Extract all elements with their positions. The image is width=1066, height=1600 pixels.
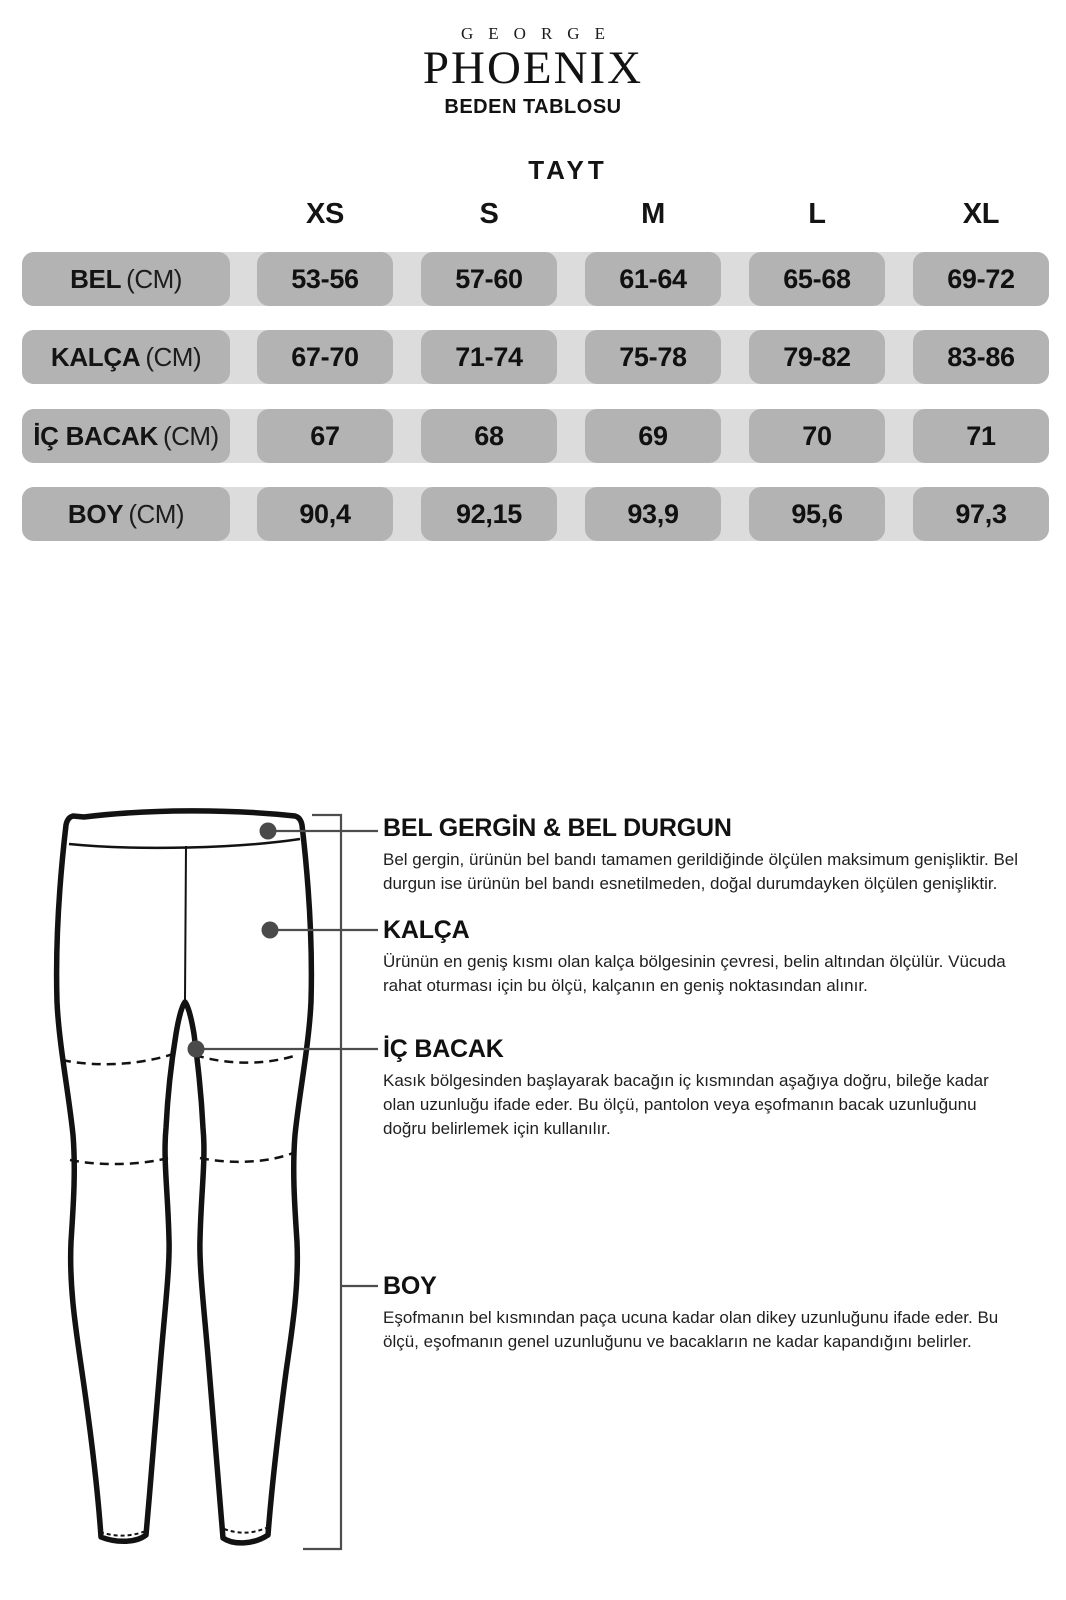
size-table-header	[22, 195, 1049, 233]
row-unit-text: (CM)	[128, 498, 185, 529]
table-row-bel	[22, 252, 1049, 306]
annotation-boy-heading: BOY	[383, 1272, 437, 1300]
size-col-s: S	[479, 197, 499, 230]
table-row-boy	[22, 487, 1049, 541]
row-label-text: BOY	[67, 498, 124, 529]
leggings-diagram	[0, 780, 1066, 1600]
row-unit-text: (CM)	[145, 341, 202, 372]
row-label-text: KALÇA	[50, 341, 141, 372]
icbacak-callout-dot	[188, 1041, 205, 1058]
cell-icbacak-xl: 71	[913, 409, 1049, 463]
bel-callout-dot	[260, 823, 277, 840]
cell-icbacak-xs: 67	[257, 409, 393, 463]
brand-subtitle: BEDEN TABLOSU	[444, 96, 622, 118]
annotation-bel-body: Bel gergin, ürünün bel bandı tamamen gerildiğinde ölçülen maksimum genişliktir. Bel durgun ise ürünün bel bandı esnetilmeden, doğal durumdayken ölçülen genişliktir.	[383, 850, 1019, 893]
table-row-icbacak	[22, 409, 1049, 463]
row-label-text: İÇ BACAK	[33, 420, 158, 451]
size-col-xs: XS	[305, 197, 345, 230]
row-label-icbacak	[22, 409, 230, 463]
cell-kalca-s: 71-74	[421, 330, 557, 384]
cell-kalca-l: 79-82	[749, 330, 885, 384]
annotation-kalca-heading: KALÇA	[383, 916, 470, 944]
cell-bel-xs: 53-56	[257, 252, 393, 306]
brand-name-top: GEORGE	[461, 24, 620, 43]
annotation-bel-heading: BEL GERGİN & BEL DURGUN	[383, 814, 732, 842]
row-label-boy	[22, 487, 230, 541]
cell-bel-m: 61-64	[585, 252, 721, 306]
row-unit-text: (CM)	[162, 420, 219, 451]
annotation-kalca	[383, 915, 1023, 998]
kalca-callout-dot	[262, 922, 279, 939]
row-label-kalca	[22, 330, 230, 384]
cell-kalca-xs: 67-70	[257, 330, 393, 384]
row-unit-text: (CM)	[126, 263, 182, 294]
cell-boy-xl: 97,3	[913, 487, 1049, 541]
row-label-text: BEL	[70, 263, 122, 294]
row-label-bel	[22, 252, 230, 306]
annotation-icbacak-body: Kasık bölgesinden başlayarak bacağın iç kısmından aşağıya doğru, bileğe kadar olan uzunluğu ifade eder. Bu ölçü, pantolon veya eşofmanın bacak uzunluğunu doğru belirlemek için kullanılır.	[383, 1071, 989, 1138]
annotation-kalca-body: Ürünün en geniş kısmı olan kalça bölgesinin çevresi, belin altından ölçülür. Vücuda rahat oturması için bu ölçü, kalçanın en geniş noktasından alınır.	[383, 952, 1006, 995]
annotation-icbacak-heading: İÇ BACAK	[383, 1035, 504, 1063]
cell-bel-l: 65-68	[749, 252, 885, 306]
cell-bel-s: 57-60	[421, 252, 557, 306]
brand-logo	[0, 24, 1066, 119]
cell-kalca-m: 75-78	[585, 330, 721, 384]
size-col-m: M	[641, 197, 665, 230]
leggings-outline	[57, 811, 312, 1543]
annotation-icbacak	[383, 1034, 1023, 1141]
cell-boy-m: 93,9	[585, 487, 721, 541]
cell-kalca-xl: 83-86	[913, 330, 1049, 384]
cell-boy-xs: 90,4	[257, 487, 393, 541]
cell-icbacak-l: 70	[749, 409, 885, 463]
table-row-kalca	[22, 330, 1049, 384]
cell-icbacak-s: 68	[421, 409, 557, 463]
cell-icbacak-m: 69	[585, 409, 721, 463]
center-seam	[185, 846, 186, 1000]
annotation-bel	[383, 813, 1023, 896]
product-title: TAYT	[528, 155, 608, 185]
size-table-header-spacer	[22, 195, 230, 233]
cell-boy-s: 92,15	[421, 487, 557, 541]
cell-bel-xl: 69-72	[913, 252, 1049, 306]
size-col-l: L	[808, 197, 826, 230]
brand-name-main: PHOENIX	[422, 42, 644, 94]
annotation-boy	[383, 1271, 1023, 1354]
annotation-boy-body: Eşofmanın bel kısmından paça ucuna kadar olan dikey uzunluğunu ifade eder. Bu ölçü, eşofmanın genel uzunluğunu ve bacakların ne kadar kapandığını belirler.	[383, 1308, 999, 1351]
size-col-xl: XL	[962, 197, 1000, 230]
cell-boy-l: 95,6	[749, 487, 885, 541]
